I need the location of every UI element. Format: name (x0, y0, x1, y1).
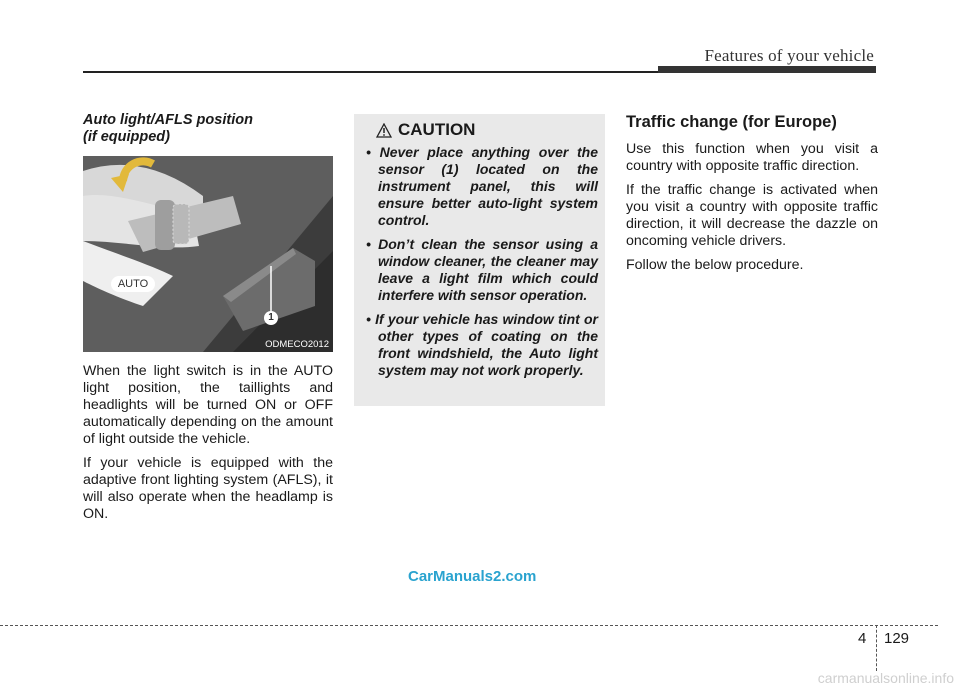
footer-dashed-rule (0, 625, 938, 626)
bottom-watermark: carmanualsonline.info (817, 670, 954, 686)
auto-light-paragraph-2: If your vehicle is equipped with the adaptive front lighting system (AFLS), it will also operate when the headlamp is ON. (83, 455, 333, 522)
page-number: 129 (884, 630, 910, 647)
header-rule-thick (658, 66, 876, 73)
right-column (626, 110, 878, 281)
auto-light-subheading (83, 112, 333, 146)
left-column (83, 110, 333, 530)
caution-item: • Never place anything over the sensor (1) located on the instrument panel, this will ensure better auto-light system control. (366, 144, 598, 229)
page-header-title: Features of your vehicle (704, 46, 874, 65)
caution-header (376, 120, 598, 140)
caution-item: • If your vehicle has window tint or other types of coating on the front windshield, the Auto light system may not work properly. (366, 311, 598, 379)
traffic-change-paragraph-2: If the traffic change is activated when you visit a country with opposite traffic direction, it will decrease the dazzle on oncoming vehicle drivers. (626, 182, 878, 249)
subheading-line-1: Auto light/AFLS position (83, 112, 253, 128)
auto-light-paragraph-1: When the light switch is in the AUTO light position, the taillights and headlights will be turned ON or OFF automatically depending on the amount of light outside the vehicle. (83, 363, 333, 447)
subheading-line-2: (if equipped) (83, 129, 170, 145)
auto-label: AUTO (117, 278, 149, 290)
chapter-number: 4 (858, 630, 867, 647)
light-switch-figure (83, 156, 333, 352)
caution-item: • Don’t clean the sensor using a window cleaner, the cleaner may leave a light film which could interfere with sensor operation. (366, 236, 598, 304)
site-watermark-link[interactable]: CarManuals2.com (408, 568, 537, 585)
warning-triangle-icon (376, 123, 392, 138)
traffic-change-paragraph-1: Use this function when you visit a country with opposite traffic direction. (626, 141, 878, 174)
caution-list (366, 144, 598, 379)
header-rule-thin (83, 71, 658, 73)
light-switch-illustration (83, 156, 333, 352)
caution-box (354, 114, 605, 406)
traffic-change-paragraph-3: Follow the below procedure. (626, 257, 804, 273)
footer-vertical-dash (876, 625, 877, 671)
traffic-change-heading: Traffic change (for Europe) (626, 113, 837, 131)
sensor-callout-number: 1 (268, 312, 274, 323)
figure-code: ODMECO2012 (265, 339, 329, 350)
caution-title: CAUTION (398, 120, 476, 139)
